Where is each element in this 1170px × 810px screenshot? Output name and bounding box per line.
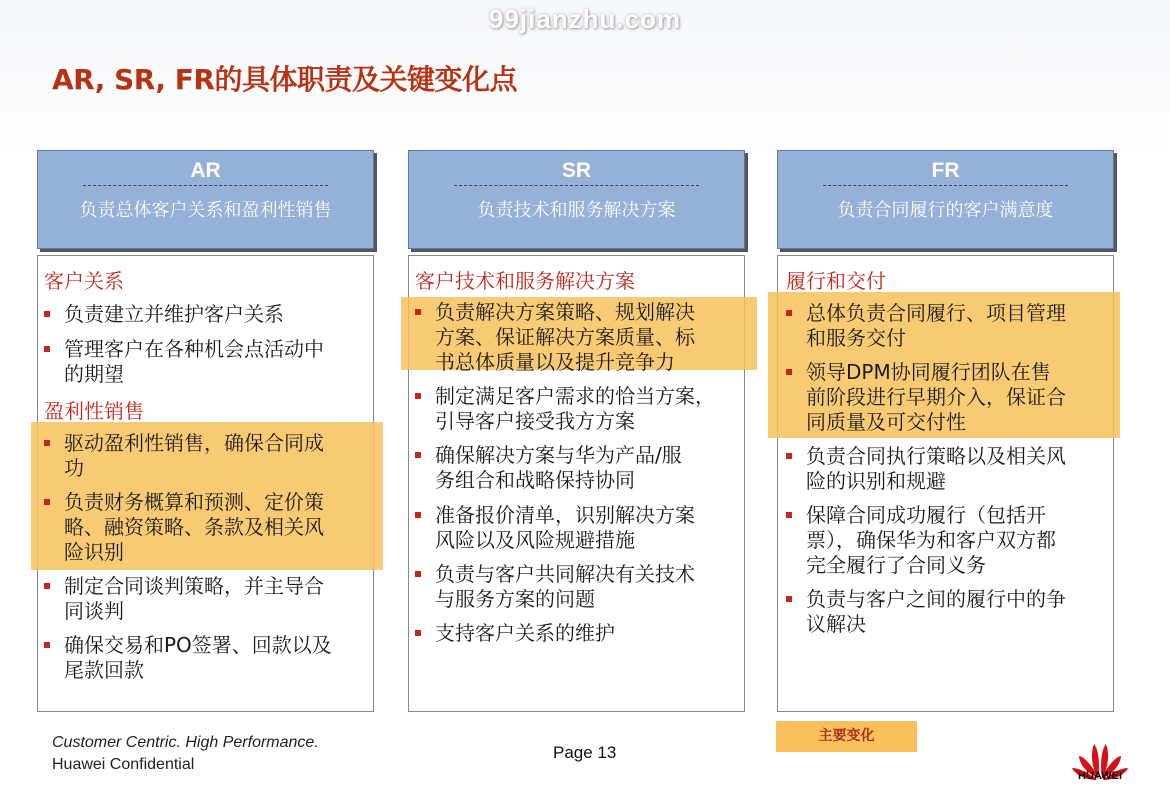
line: 险识别 <box>64 540 124 564</box>
line: 保障合同成功履行（包括开 <box>806 503 1046 527</box>
line: 完全履行了合同义务 <box>806 553 986 577</box>
line: 议解决 <box>806 612 866 636</box>
watermark: 99jianzhu.com <box>488 4 682 34</box>
line: 引导客户接受我方方案 <box>435 409 635 433</box>
bullet-marker <box>786 512 792 518</box>
line: 书总体质量以及提升竞争力 <box>435 350 675 374</box>
line: 和服务交付 <box>806 326 906 350</box>
bullet-item <box>44 302 369 327</box>
line: 的期望 <box>64 362 124 386</box>
section-title-tech-solutions: 客户技术和服务解决方案 <box>415 269 635 293</box>
bullet-marker <box>44 499 50 505</box>
dashed-divider <box>823 185 1068 186</box>
bullet-item <box>44 490 369 565</box>
section-title-profitable-sales: 盈利性销售 <box>44 399 144 423</box>
bullet-item <box>786 360 1111 435</box>
dashed-divider <box>83 185 328 186</box>
column-role: AR <box>190 159 221 182</box>
bullet-marker <box>415 630 421 636</box>
line: 制定满足客户需求的恰当方案， <box>435 384 715 408</box>
bullet-marker <box>415 452 421 458</box>
line: 准备报价清单，识别解决方案 <box>435 503 695 527</box>
bullet-item <box>44 337 369 387</box>
column-role: SR <box>561 159 592 182</box>
bullet-marker <box>44 642 50 648</box>
line: 方案、保证解决方案质量、标 <box>435 325 695 349</box>
huawei-logo-icon <box>1070 724 1130 804</box>
column-role: FR <box>931 159 960 182</box>
line: 制定合同谈判策略，并主导合 <box>64 574 324 598</box>
section-title-fulfillment: 履行和交付 <box>786 269 886 293</box>
line: 支持客户关系的维护 <box>435 621 615 645</box>
bullet-marker <box>44 346 50 352</box>
line: 略、融资策略、条款及相关风 <box>64 515 324 539</box>
bullet-item <box>786 444 1111 494</box>
bullet-marker <box>415 571 421 577</box>
bullet-item <box>786 587 1111 637</box>
line: 总体负责合同履行、项目管理 <box>806 301 1066 325</box>
bullet-item <box>786 301 1111 351</box>
bullet-marker <box>44 440 50 446</box>
bullet-marker <box>44 583 50 589</box>
bullet-item <box>415 443 740 493</box>
bullet-marker <box>786 369 792 375</box>
bullet-marker <box>786 310 792 316</box>
line: 票），确保华为和客户双方都 <box>806 528 1056 552</box>
line: 负责财务概算和预测、定价策 <box>64 490 324 514</box>
column-header-sr <box>408 150 745 249</box>
bullet-marker <box>415 309 421 315</box>
bullet-item <box>415 621 740 646</box>
line: 管理客户在各种机会点活动中 <box>64 337 324 361</box>
bullet-marker <box>786 596 792 602</box>
column-subtitle: 负责技术和服务解决方案 <box>477 200 676 221</box>
bullet-marker <box>44 311 50 317</box>
bullet-item <box>415 562 740 612</box>
bullet-item <box>415 300 740 375</box>
bullet-item <box>415 384 740 434</box>
line: 负责与客户之间的履行中的争 <box>806 587 1066 611</box>
column-header-ar <box>37 150 374 249</box>
bullet-item <box>415 503 740 553</box>
line: 驱动盈利性销售，确保合同成 <box>64 431 324 455</box>
bullet-marker <box>415 393 421 399</box>
line: 负责与客户共同解决有关技术 <box>435 562 695 586</box>
bullet-item <box>786 503 1111 578</box>
line: 前阶段进行早期介入，保证合 <box>806 385 1066 409</box>
line: 务组合和战略保持协同 <box>435 468 635 492</box>
dashed-divider <box>454 185 699 186</box>
bullet-item <box>44 431 369 481</box>
line: 与服务方案的问题 <box>435 587 595 611</box>
bullet-item <box>44 574 369 624</box>
line: 险的识别和规避 <box>806 469 946 493</box>
line: 确保解决方案与华为产品/服 <box>435 443 682 467</box>
footer-tagline: Customer Centric. High Performance. <box>52 734 319 751</box>
bullet-marker <box>415 512 421 518</box>
line: 负责解决方案策略、规划解决 <box>435 300 695 324</box>
column-subtitle: 负责总体客户关系和盈利性销售 <box>79 200 332 221</box>
column-header-fr <box>777 150 1114 249</box>
line: 负责合同执行策略以及相关风 <box>806 444 1066 468</box>
key-change-legend: 主要变化 <box>776 721 917 752</box>
bullet-marker <box>786 453 792 459</box>
line: 功 <box>64 456 84 480</box>
line: 负责建立并维护客户关系 <box>64 302 284 326</box>
footer-confidential: Huawei Confidential <box>52 756 195 773</box>
line: 领导DPM协同履行团队在售 <box>806 360 1051 384</box>
line: 风险以及风险规避措施 <box>435 528 635 552</box>
huawei-logo-text: HUAWEI <box>1078 770 1122 782</box>
line: 确保交易和PO签署、回款以及 <box>64 633 332 657</box>
line: 同谈判 <box>64 599 124 623</box>
section-title-customer-relations: 客户关系 <box>44 269 124 293</box>
bullet-item <box>44 633 369 683</box>
line: 尾款回款 <box>64 658 144 682</box>
page-number: Page 13 <box>553 743 617 762</box>
page-title: AR, SR, FR的具体职责及关键变化点 <box>52 63 517 96</box>
column-subtitle: 负责合同履行的客户满意度 <box>837 200 1054 221</box>
line: 同质量及可交付性 <box>806 410 966 434</box>
